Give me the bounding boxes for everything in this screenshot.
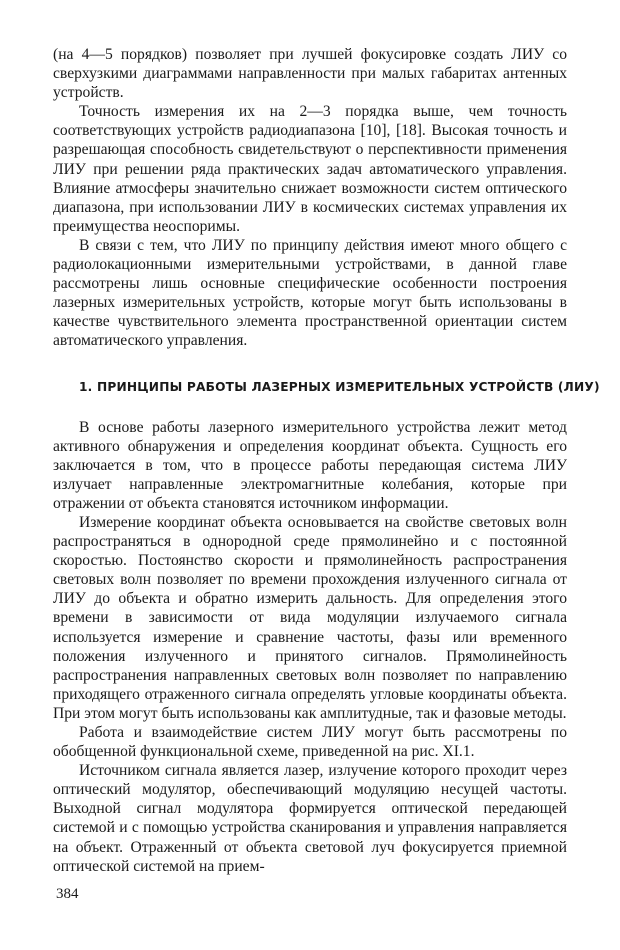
paragraph-functional-scheme: Работа и взаимодействие систем ЛИУ могут быть рассмотрены по обобщенной функциональной схеме, приведенной на рис. XI.1. xyxy=(53,724,567,761)
paragraph-accuracy: Точность измерения их на 2—3 порядка выше, чем точность соответствующих устройств радиодиапазона [10], [18]. Высокая точность и разрешающая способность свидетельствуют о перспективности применения ЛИУ при решении ряда практических задач автоматического управления. Влияние атмосферы значительно снижает возможности систем оптического диапазона, при использовании ЛИУ в космических системах управления их преимущества неоспоримы. xyxy=(53,103,567,235)
paragraph-operating-principle: В основе работы лазерного измерительного устройства лежит метод активного обнаружения и определения координат объекта. Сущность его заключается в том, что в процессе работы передающая система ЛИУ излучает направленные электромагнитные колебания, которые при отражении от объекта становятся источником информации. xyxy=(53,418,567,512)
page-body xyxy=(53,45,600,876)
section-heading: 1. ПРИНЦИПЫ РАБОТЫ ЛАЗЕРНЫХ ИЗМЕРИТЕЛЬНЫХ УСТРОЙСТВ (ЛИУ) xyxy=(79,379,600,394)
paragraph-scope: В связи с тем, что ЛИУ по принципу действия имеют много общего с радиолокационными измерительными устройствами, в данной главе рассмотрены лишь основные специфические особенности построения лазерных измерительных устройств, которые могут быть использованы в качестве чувствительного элемента пространственной ориентации систем автоматического управления. xyxy=(53,236,567,350)
paragraph-continuation: (на 4—5 порядков) позволяет при лучшей фокусировке создать ЛИУ со сверхузкими диаграммами направленности при малых габаритах антенных устройств. xyxy=(53,46,567,102)
page-number: 384 xyxy=(56,886,79,902)
paragraph-coordinate-measurement: Измерение координат объекта основывается на свойстве световых волн распространяться в однородной среде прямолинейно и с постоянной скоростью. Постоянство скорости и прямолинейность распространения световых волн позволяет по времени прохождения излученного сигнала от ЛИУ до объекта и обратно измерить дальность. Для определения этого времени в зависимости от вида модуляции излучаемого сигнала используется измерение и сравнение частоты, фазы или временного положения излученного и принятого сигналов. Прямолинейность распространения направленных световых волн позволяет по направлению приходящего отраженного сигнала определять угловые координаты объекта. При этом могут быть использованы как амплитудные, так и фазовые методы. xyxy=(53,513,567,722)
paragraph-signal-source: Источником сигнала является лазер, излучение которого проходит через оптический модулятор, обеспечивающий модуляцию несущей частоты. Выходной сигнал модулятора формируется оптической передающей системой и с помощью устройства сканирования и управления направляется на объект. Отраженный от объекта световой луч фокусируется приемной оптической системой на прием- xyxy=(53,762,567,875)
